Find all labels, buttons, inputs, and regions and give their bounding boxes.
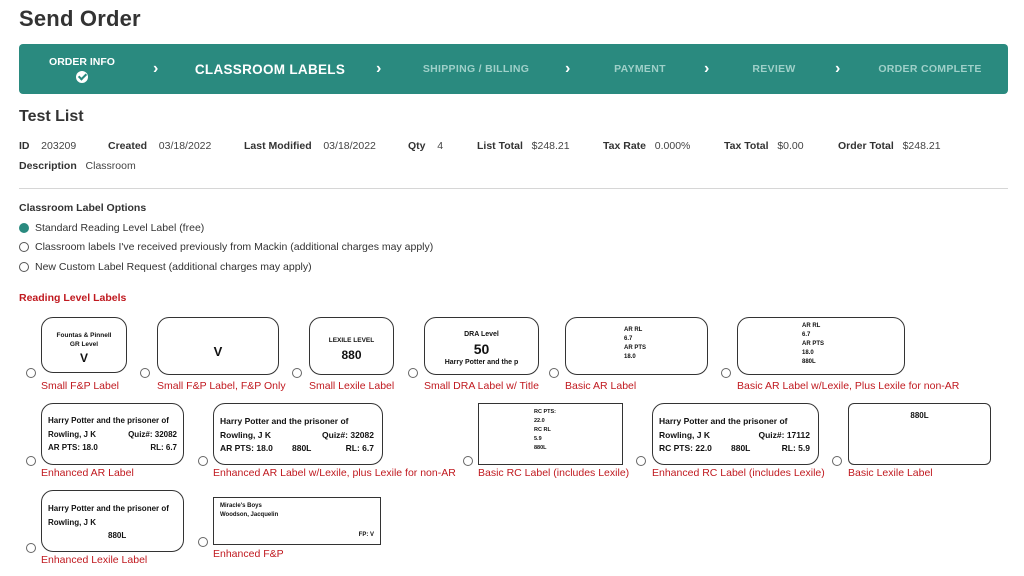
label-text: RL: 6.7 xyxy=(150,443,177,452)
label-text: Harry Potter and the prisoner of xyxy=(48,416,169,425)
label-text: 880L xyxy=(108,531,127,540)
meta-label: Order Total xyxy=(838,140,894,152)
label-text: RC RL xyxy=(534,427,551,433)
label-text: Rowling, J K xyxy=(220,430,271,440)
label-caption[interactable]: Enhanced Lexile Label xyxy=(41,554,148,566)
label-preview-enhanced-ar-lexile xyxy=(213,403,383,465)
radio-button[interactable] xyxy=(19,262,29,272)
label-radio-small-dra[interactable] xyxy=(408,368,418,378)
divider xyxy=(19,188,1008,189)
step-payment xyxy=(609,44,671,94)
label-text: FP: V xyxy=(358,532,374,538)
label-caption[interactable]: Basic RC Label (includes Lexile) xyxy=(478,467,630,479)
meta-value: $0.00 xyxy=(777,140,804,152)
radio-button-checked[interactable] xyxy=(19,223,29,233)
step-shipping-billing-label: SHIPPING / BILLING xyxy=(422,63,530,75)
label-caption[interactable]: Small DRA Label w/ Title xyxy=(424,380,539,392)
label-text: AR PTS xyxy=(624,345,647,351)
meta-tax-total xyxy=(724,140,804,152)
label-radio-basic-lexile[interactable] xyxy=(832,456,842,466)
order-stepper xyxy=(19,44,1008,94)
label-text: 880L xyxy=(910,411,929,420)
chevron-right-icon: › xyxy=(835,60,841,77)
meta-label: Created xyxy=(108,140,148,152)
label-radio-enhanced-ar[interactable] xyxy=(26,456,36,466)
label-preview-small-fp-only xyxy=(157,317,279,375)
meta-value: 03/18/2022 xyxy=(323,140,376,152)
label-text: RC PTS: xyxy=(534,409,556,415)
label-text: RL: 6.7 xyxy=(345,443,374,453)
meta-value: 203209 xyxy=(41,140,77,152)
label-radio-enhanced-rc[interactable] xyxy=(636,456,646,466)
label-preview-small-lexile xyxy=(309,317,394,375)
label-text: RL: 5.9 xyxy=(781,443,810,453)
label-text: 18.0 xyxy=(624,354,636,360)
label-preview-small-dra xyxy=(424,317,539,375)
meta-label: List Total xyxy=(477,140,523,152)
label-text: Quiz#: 32082 xyxy=(322,430,374,440)
option-previous[interactable] xyxy=(19,241,433,253)
label-caption[interactable]: Basic AR Label xyxy=(565,380,637,392)
label-text: GR Level xyxy=(69,341,99,348)
option-custom[interactable] xyxy=(19,261,312,273)
label-radio-basic-ar[interactable] xyxy=(549,368,559,378)
label-text: Harry Potter and the prisoner of xyxy=(659,416,788,426)
label-text: AR RL xyxy=(624,327,643,333)
label-text: 5.9 xyxy=(534,436,542,442)
label-preview-enhanced-rc xyxy=(652,403,819,465)
label-radio-small-fp[interactable] xyxy=(26,368,36,378)
option-label: Standard Reading Level Label (free) xyxy=(35,222,205,234)
meta-value: $248.21 xyxy=(902,140,941,152)
label-text: RC PTS: 22.0 xyxy=(659,443,712,453)
meta-label: Tax Total xyxy=(724,140,769,152)
chevron-right-icon: › xyxy=(565,60,571,77)
meta-qty xyxy=(408,140,443,152)
label-preview-basic-ar xyxy=(565,317,708,375)
label-text: Woodson, Jacquelin xyxy=(220,512,279,518)
label-caption[interactable]: Enhanced AR Label w/Lexile, plus Lexile for non-AR xyxy=(213,467,456,479)
label-text: Miracle's Boys xyxy=(220,503,262,509)
meta-value: 03/18/2022 xyxy=(158,140,212,152)
meta-created xyxy=(108,140,211,152)
reading-level-labels-title: Reading Level Labels xyxy=(19,292,127,304)
step-review xyxy=(749,44,799,94)
meta-value: $248.21 xyxy=(531,140,570,152)
step-review-label: REVIEW xyxy=(752,63,796,75)
step-payment-label: PAYMENT xyxy=(614,63,666,75)
label-text: Quiz#: 17112 xyxy=(758,430,810,440)
meta-last-modified xyxy=(244,140,376,152)
label-text: AR PTS xyxy=(802,341,825,347)
label-text: 6.7 xyxy=(624,336,633,342)
chevron-right-icon: › xyxy=(704,60,710,77)
label-text: AR RL xyxy=(802,323,821,329)
label-caption[interactable]: Small Lexile Label xyxy=(309,380,395,392)
label-text: 18.0 xyxy=(802,350,814,356)
step-order-complete xyxy=(878,44,982,94)
label-caption[interactable]: Basic AR Label w/Lexile, Plus Lexile for non-AR xyxy=(737,380,960,392)
label-text: Harry Potter and the prisoner of xyxy=(48,504,169,513)
label-options-title: Classroom Label Options xyxy=(19,202,147,214)
meta-value: 0.000% xyxy=(654,140,691,152)
label-radio-small-lexile[interactable] xyxy=(292,368,302,378)
label-text: Rowling, J K xyxy=(48,430,96,439)
option-standard[interactable] xyxy=(19,222,204,234)
meta-label: ID xyxy=(19,140,30,152)
meta-id xyxy=(19,140,76,152)
meta-label: Tax Rate xyxy=(603,140,646,152)
chevron-right-icon: › xyxy=(153,60,159,77)
label-caption[interactable]: Enhanced RC Label (includes Lexile) xyxy=(652,467,825,479)
label-text: 6.7 xyxy=(802,332,811,338)
label-text: V xyxy=(79,351,88,365)
label-text: Harry Potter and the p xyxy=(444,359,519,366)
meta-value: 4 xyxy=(437,140,444,152)
meta-description xyxy=(19,160,136,172)
label-radio-enhanced-fp[interactable] xyxy=(198,537,208,547)
option-label: New Custom Label Request (additional charges may apply) xyxy=(35,261,312,273)
label-radio-small-fp-only[interactable] xyxy=(140,368,150,378)
meta-list-total xyxy=(477,140,570,152)
label-text: Quiz#: 32082 xyxy=(128,430,177,439)
label-preview-enhanced-ar xyxy=(41,403,184,465)
label-text: 880 xyxy=(341,348,362,362)
label-caption[interactable]: Enhanced AR Label xyxy=(41,467,134,479)
step-order-info[interactable] xyxy=(47,44,117,94)
label-preview-enhanced-lexile xyxy=(41,490,184,552)
label-text: Rowling, J K xyxy=(659,430,710,440)
meta-order-total xyxy=(838,140,941,152)
label-text: Fountas & Pinnell xyxy=(56,332,112,339)
label-text: LEXILE LEVEL xyxy=(328,337,375,344)
label-text: DRA Level xyxy=(464,331,499,338)
label-caption[interactable]: Enhanced F&P xyxy=(213,548,284,560)
label-radio-basic-rc[interactable] xyxy=(463,456,473,466)
label-text: 880L xyxy=(731,443,751,453)
label-text: 880L xyxy=(292,443,312,453)
checkmark-icon xyxy=(76,71,88,83)
label-preview-enhanced-fp xyxy=(213,497,381,545)
label-radio-enhanced-lexile[interactable] xyxy=(26,543,36,553)
label-text: AR PTS: 18.0 xyxy=(220,443,273,453)
label-text: 22.0 xyxy=(534,418,545,424)
label-caption[interactable]: Basic Lexile Label xyxy=(848,467,933,479)
meta-label: Last Modified xyxy=(244,140,312,152)
label-preview-basic-lexile xyxy=(848,403,991,465)
step-shipping-billing xyxy=(424,44,528,94)
chevron-right-icon: › xyxy=(376,60,382,77)
list-title: Test List xyxy=(19,108,84,125)
option-label: Classroom labels I've received previously from Mackin (additional charges may apply) xyxy=(35,241,434,253)
label-text: 880L xyxy=(534,445,547,451)
label-caption[interactable]: Small F&P Label xyxy=(41,380,120,392)
label-caption[interactable]: Small F&P Label, F&P Only xyxy=(157,380,286,392)
label-preview-small-fp xyxy=(41,317,127,373)
label-text: 50 xyxy=(473,341,490,357)
label-preview-basic-ar-lexile xyxy=(737,317,905,375)
page-title: Send Order xyxy=(19,6,141,31)
label-text: Rowling, J K xyxy=(48,518,96,527)
label-text: AR PTS: 18.0 xyxy=(48,443,98,452)
meta-tax-rate xyxy=(603,140,690,152)
meta-label: Description xyxy=(19,160,77,172)
label-text: V xyxy=(213,344,223,359)
label-preview-basic-rc xyxy=(478,403,623,465)
step-order-complete-label: ORDER COMPLETE xyxy=(878,63,982,75)
step-classroom-labels[interactable] xyxy=(194,44,346,94)
label-radio-enhanced-ar-lexile[interactable] xyxy=(198,456,208,466)
label-text: Harry Potter and the prisoner of xyxy=(220,416,349,426)
step-classroom-labels-label: CLASSROOM LABELS xyxy=(194,61,346,77)
meta-value: Classroom xyxy=(85,160,136,172)
label-text: 880L xyxy=(802,359,816,365)
step-order-info-label: ORDER INFO xyxy=(49,55,115,68)
radio-button[interactable] xyxy=(19,242,29,252)
label-radio-basic-ar-lexile[interactable] xyxy=(721,368,731,378)
meta-label: Qty xyxy=(408,140,426,152)
